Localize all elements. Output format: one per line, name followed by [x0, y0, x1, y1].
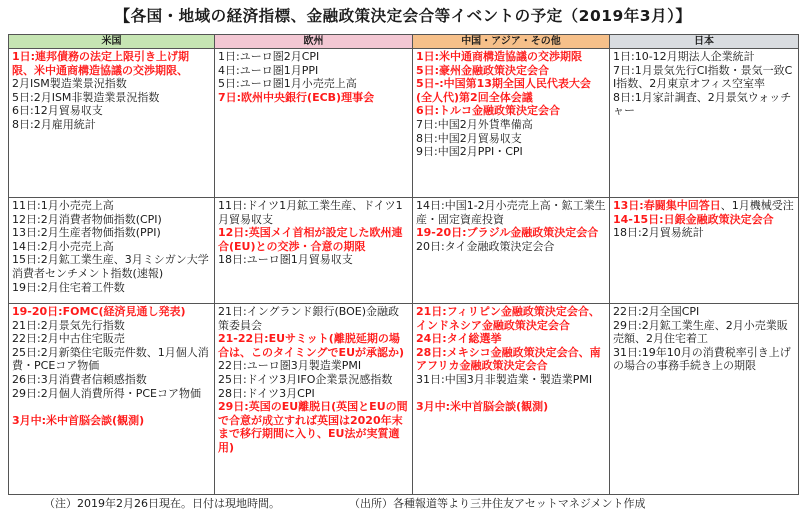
event-item: 8日:中国2月貿易収支: [416, 131, 522, 145]
event-item: 2月ISM製造業景況指数: [12, 77, 127, 91]
event-item: 5日:2月ISM非製造業景況指数: [12, 90, 160, 104]
column-header-us: 米国: [9, 35, 215, 49]
cell-us: [9, 198, 215, 304]
table-row: [9, 49, 799, 198]
event-item: 29日:2月鉱工業生産、2月小売業販売額、2月住宅着工: [613, 318, 788, 346]
table-row: [9, 198, 799, 304]
event-item: 29日:英国のEU離脱日(英国とEUの間で合意が成立すれば英国は2020年末まで移行期間に入り、EU法が実質適用): [218, 400, 408, 454]
event-item: 1日:ユーロ圏2月CPI: [218, 50, 320, 63]
event-item: 20日:タイ金融政策決定会合: [416, 239, 555, 253]
event-item: 3月中:米中首脳会談(観測): [416, 400, 549, 414]
event-item: 5日:豪州金融政策決定会合: [416, 63, 550, 77]
event-item: 19日:2月住宅着工件数: [12, 280, 125, 294]
event-item: 8日:1月家計調査、2月景気ウォッチャー: [613, 90, 792, 118]
event-item: 14-15日:日銀金融政策決定会合: [613, 212, 774, 226]
event-item: [613, 199, 795, 213]
event-item: 12日:英国メイ首相が設定した欧州連合(EU)との交渉・合意の期限: [218, 226, 403, 253]
event-highlight: 13日:春闘集中回答日: [613, 199, 721, 212]
event-item: 21日:フィリピン金融政策決定会合、インドネシア金融政策決定会合: [416, 305, 600, 332]
event-item: 19-20日:FOMC(経済見通し発表): [12, 305, 186, 318]
event-item: 31日:19年10月の消費税率引き上げの場合の事務手続き上の期限: [613, 345, 791, 373]
footer-note: （注）2019年2月26日現在。日付は現地時間。: [44, 497, 280, 510]
event-item: 3月中:米中首脳会談(観測): [12, 413, 145, 427]
event-item: 1日:10-12月期法人企業統計: [613, 50, 755, 63]
event-item: 21日:2月景気先行指数: [12, 318, 125, 332]
event-calendar-table: [8, 34, 799, 495]
event-item: 5日:ユーロ圏1月小売売上高: [218, 77, 357, 91]
column-header-china-asia-other: 中国・アジア・その他: [413, 35, 610, 49]
cell-japan: [610, 304, 799, 495]
event-item: 22日:2月中古住宅販売: [12, 332, 125, 346]
event-item: 21-22日:EUサミット(離脱延期の場合は、このタイミングでEUが承認か): [218, 332, 405, 359]
event-item: 6日:12月貿易収支: [12, 104, 103, 118]
event-item: 9日:中国2月PPI・CPI: [416, 145, 523, 159]
cell-us: [9, 304, 215, 495]
event-tail: 、1月機械受注: [720, 199, 794, 212]
event-item: 7日:1月景気先行CI指数・景気一致CI指数、2月東京オフィス空室率: [613, 63, 793, 91]
calendar-body: [9, 49, 799, 495]
event-item: 13日:2月生産者物価指数(PPI): [12, 226, 161, 240]
column-header-europe: 欧州: [215, 35, 413, 49]
cell-japan: [610, 49, 799, 198]
event-item: 18日:ユーロ圏1月貿易収支: [218, 253, 353, 267]
event-item: 5日-:中国第13期全国人民代表大会(全人代)第2回全体会議: [416, 77, 591, 104]
event-item: 15日:2月鉱工業生産、3月ミシガン大学消費者センチメント指数(速報): [12, 253, 209, 280]
event-item: 25日:ドイツ3月IFO企業景況感指数: [218, 372, 393, 386]
event-item: 19-20日:ブラジル金融政策決定会合: [416, 226, 599, 240]
event-item: 25日:2月新築住宅販売件数、1月個人消費・PCEコア物価: [12, 345, 209, 373]
event-item: 31日:中国3月非製造業・製造業PMI: [416, 372, 593, 386]
event-item: 6日:トルコ金融政策決定会合: [416, 104, 561, 118]
cell-europe: [215, 198, 413, 304]
event-item: 21日:イングランド銀行(BOE)金融政策委員会: [218, 305, 400, 332]
event-item: 22日:2月全国CPI: [613, 305, 700, 318]
event-item: 18日:2月貿易統計: [613, 226, 704, 240]
cell-china-asia-other: [413, 198, 610, 304]
event-item: 8日:2月雇用統計: [12, 117, 96, 131]
column-header-japan: 日本: [610, 35, 799, 49]
event-item: 24日:タイ総選挙: [416, 332, 502, 346]
footer-source: （出所）各種報道等より三井住友アセットマネジメント作成: [349, 497, 646, 510]
event-item: 22日:ユーロ圏3月製造業PMI: [218, 359, 362, 373]
cell-europe: [215, 49, 413, 198]
event-item: 14日:中国1-2月小売売上高・鉱工業生産・固定資産投資: [416, 199, 606, 226]
event-item: 1日:連邦債務の法定上限引き上げ期限、米中通商構造協議の交渉期限、: [12, 50, 190, 77]
event-item: 29日:2月個人消費所得・PCEコア物価: [12, 386, 201, 400]
event-item: 7日:欧州中央銀行(ECB)理事会: [218, 90, 375, 104]
event-item: 11日:ドイツ1月鉱工業生産、ドイツ1月貿易収支: [218, 199, 403, 226]
event-item: 28日:ドイツ3月CPI: [218, 386, 315, 400]
event-item: 26日:3月消費者信頼感指数: [12, 372, 147, 386]
event-item: 4日:ユーロ圏1月PPI: [218, 63, 319, 77]
page-title: 【各国・地域の経済指標、金融政策決定会合等イベントの予定（2019年3月）】: [114, 7, 692, 25]
cell-china-asia-other: [413, 304, 610, 495]
cell-china-asia-other: [413, 49, 610, 198]
cell-japan: [610, 198, 799, 304]
event-item: 12日:2月消費者物価指数(CPI): [12, 212, 162, 226]
event-item: 1日:米中通商構造協議の交渉期限: [416, 50, 583, 63]
event-item: 14日:2月小売売上高: [12, 239, 114, 253]
event-item: 7日:中国2月外貨準備高: [416, 117, 533, 131]
cell-europe: [215, 304, 413, 495]
event-item: 11日:1月小売売上高: [12, 199, 114, 212]
event-item: 28日:メキシコ金融政策決定会合、南アフリカ金融政策決定会合: [416, 345, 601, 373]
cell-us: [9, 49, 215, 198]
table-row: [9, 304, 799, 495]
